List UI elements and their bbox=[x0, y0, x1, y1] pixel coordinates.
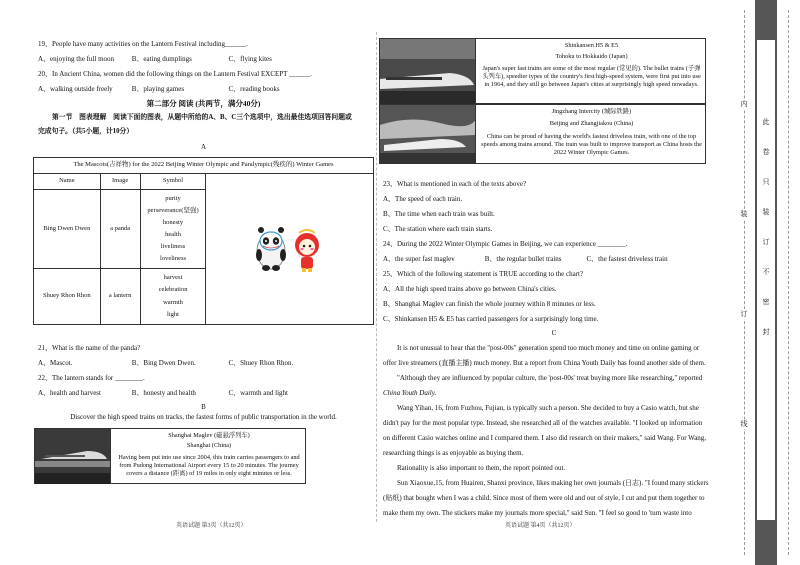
binding-text-char: 此 bbox=[762, 118, 770, 126]
q23-option-b: B、The time when each train was built. bbox=[383, 210, 495, 218]
mascot-table-caption: The Mascots(吉祥物) for the 2022 Beijing Winter Olympic and Paralympic(残疾的) Winter Games bbox=[34, 158, 374, 174]
binding-text-char: 装 bbox=[762, 208, 770, 216]
header-name: Name bbox=[34, 174, 101, 190]
passage-line: Wang Yihan, 16, from Fuzhou, Fujian, is typically such a person. She decided to buy a Casio watch, but she bbox=[397, 404, 699, 412]
page-footer-right: 英语试题 第4页（共12页） bbox=[505, 523, 576, 529]
q24-option-a: A、the super fast maglev bbox=[383, 255, 455, 263]
q25-option-a: A、All the high speed trains above go between China's cities. bbox=[383, 285, 557, 293]
header-image: Image bbox=[100, 174, 140, 190]
binding-strip bbox=[755, 0, 777, 565]
q21-option-c: C、Shuey Rhon Rhon. bbox=[228, 359, 294, 367]
jingzhang-description: China can be proud of having the world's fastest driveless train, with one of the top speeds among trains around. The train was built to improve transport as China hosts the 2022 Winter Olympic Games. bbox=[481, 133, 702, 156]
symbol-item: liveliness bbox=[160, 243, 186, 251]
binding-text-char: 密 bbox=[762, 298, 770, 306]
passage-line: researching things is as enjoyable as buying them. bbox=[383, 449, 524, 457]
binding-mark: 内 bbox=[737, 100, 751, 109]
lantern-mascot-icon bbox=[295, 230, 319, 272]
symbol-item: perseverance(坚强) bbox=[147, 206, 199, 214]
driveless-train-icon bbox=[380, 105, 476, 164]
q19-option-a: A、enjoying the full moon bbox=[38, 55, 115, 63]
q22-option-b: B、honesty and health bbox=[131, 389, 196, 397]
binding-mark: 线 bbox=[737, 420, 751, 429]
label-a: A bbox=[200, 143, 207, 151]
symbol-item: health bbox=[165, 231, 181, 238]
question-22: 22、The lantern stands for ________. bbox=[38, 374, 145, 382]
shinkansen-place: Tohoku to Hokkaido (Japan) bbox=[555, 53, 628, 60]
q22-option-a: A、health and harvest bbox=[38, 389, 101, 397]
passage-line: Sun Xiaoxue,15, from Huairen, Shanxi province, likes making her own journals (日志). "I found many stickers bbox=[397, 479, 709, 487]
passage-line: didn't pay for the most popular type. Instead, she researched all of the watches available. "I looked up information bbox=[383, 419, 703, 427]
symbol-item: honesty bbox=[162, 218, 184, 226]
question-19-options bbox=[38, 55, 272, 64]
binding-text-char: 只 bbox=[762, 178, 770, 186]
row2-name: Shuey Rhon Rhon bbox=[34, 269, 101, 325]
q20-option-a: A、walking outside freely bbox=[38, 85, 113, 93]
question-24: 24、During the 2022 Winter Olympic Games in Beijing, we can experience ________. bbox=[383, 240, 628, 248]
q24-option-b: B、the regular bullet trains bbox=[484, 255, 562, 263]
shinkansen-title: Shinkansen H5 & E5 bbox=[564, 42, 619, 49]
binding-marks-column bbox=[737, 0, 751, 565]
mascot-picture-cell bbox=[206, 174, 374, 325]
section1-instruction: 第一节 图表理解 阅读下面的图表，从题中所给的A、B、C三个选项中，选出最佳选项回答问题或 bbox=[52, 114, 352, 121]
row1-name: Bing Dwen Dwen bbox=[34, 190, 101, 269]
binding-text-char: 订 bbox=[762, 238, 770, 246]
q24-option-c: C、the fastest driveless train bbox=[586, 255, 668, 263]
q20-option-c: C、reading books bbox=[228, 85, 280, 93]
question-20-options bbox=[38, 85, 280, 94]
binding-text-char: 卷 bbox=[762, 148, 770, 156]
page-footer-left: 英语试题 第3页（共12页） bbox=[176, 523, 247, 529]
passage-line: China Youth Daily. bbox=[383, 389, 437, 397]
binding-mark: 订 bbox=[737, 310, 751, 319]
q21-option-b: B、Bing Dwen Dwen. bbox=[131, 359, 196, 367]
q19-option-b: B、eating dumplings bbox=[131, 55, 192, 63]
label-b: B bbox=[201, 403, 206, 411]
maglev-title: Shanghai Maglev (磁悬浮列车) bbox=[168, 432, 250, 439]
maglev-description: Having been put into use since 2004, this train carries passengers to and from Pudong International Airport every 15 to 20 minutes. The journey covers a distance (距离) of 19 miles in only eight minutes or less. bbox=[118, 454, 300, 477]
question-19: 19、People have many activities on the Lantern Festival including______. bbox=[38, 40, 248, 48]
section-b-intro: Discover the high speed trains on tracks, the fastest forms of public transportation in the world. bbox=[70, 413, 337, 421]
jingzhang-title: Jingzhang Intercity (城际铁路) bbox=[551, 108, 632, 115]
symbol-item: purity bbox=[165, 194, 181, 202]
row1-image: a panda bbox=[100, 190, 140, 269]
row2-symbols bbox=[140, 269, 206, 325]
label-c: C bbox=[551, 329, 557, 337]
section1-instruction-cont: 完成句子。（共5小题，计10分） bbox=[38, 128, 134, 135]
symbol-item: harvest bbox=[163, 274, 183, 282]
q25-option-c: C、Shinkansen H5 & E5 has carried passengers for a surprisingly long time. bbox=[383, 315, 599, 323]
q21-option-a: A、Mascot. bbox=[38, 359, 73, 367]
q23-option-c: C、The station where each train starts. bbox=[383, 225, 493, 233]
jingzhang-photo bbox=[380, 105, 476, 164]
question-23: 23、What is mentioned in each of the texts above? bbox=[383, 180, 527, 188]
binding-text-char: 不 bbox=[762, 268, 770, 276]
q20-option-b: B、playing games bbox=[131, 85, 185, 93]
train-card-shinkansen bbox=[379, 38, 706, 104]
question-24-options bbox=[383, 255, 668, 264]
maglev-place: Shanghai (China) bbox=[186, 442, 232, 449]
shinkansen-description: Japan's super fast trains are some of the most regular (常见的). The bullet trains (子弹头列车), speedier types of the country's first high-speed system, were first put into use in 1964, and they still go between Japan's cities at surprisingly high speed nowadays. bbox=[482, 65, 701, 88]
q22-option-c: C、warmth and light bbox=[228, 389, 288, 397]
symbol-item: loveliness bbox=[160, 255, 187, 263]
page-divider bbox=[376, 32, 377, 522]
mascots-image bbox=[247, 215, 333, 279]
passage-line: offer live streamers (直播主播) much money. But a report from China Youth Daily has found another side of them. bbox=[383, 359, 706, 367]
mascot-table bbox=[33, 157, 374, 325]
q19-option-c: C、flying kites bbox=[228, 55, 272, 63]
binding-text-char: 封 bbox=[762, 328, 770, 336]
row1-symbols bbox=[140, 190, 206, 269]
header-symbol: Symbol bbox=[140, 174, 206, 190]
q23-option-a: A、The speed of each train. bbox=[383, 195, 463, 203]
jingzhang-place: Beijing and Zhangjiakou (China) bbox=[549, 120, 634, 127]
maglev-train-icon bbox=[35, 429, 111, 484]
train-card-jingzhang bbox=[379, 104, 706, 164]
binding-strip-inner bbox=[757, 40, 775, 520]
passage-line: make them my own. The stickers make my journals more special," said Sun. "I feel so good to 'turn waste into bbox=[383, 509, 692, 517]
passage-line: on different Casio watches online and I compared them. I also did research on their makers," said Wang. For Wang, bbox=[383, 434, 707, 442]
part-title: 第二部分 阅读 (共两节，满分40分) bbox=[146, 99, 261, 108]
question-21: 21、What is the name of the panda? bbox=[38, 344, 141, 352]
passage-c bbox=[383, 344, 733, 524]
passage-line: Rationality is also important to them, the report pointed out. bbox=[397, 464, 566, 472]
question-21-options bbox=[38, 359, 293, 368]
maglev-photo bbox=[35, 429, 111, 484]
question-20: 20、In Ancient China, women did the following things on the Lantern Festival EXCEPT ______. bbox=[38, 70, 312, 78]
shinkansen-photo bbox=[380, 39, 476, 104]
question-25: 25、Which of the following statement is TRUE according to the chart? bbox=[383, 270, 584, 278]
binding-dashed-line-right bbox=[788, 10, 789, 555]
symbol-item: light bbox=[167, 310, 179, 318]
row2-image: a lantern bbox=[100, 269, 140, 325]
q25-option-b: B、Shanghai Maglev can finish the whole journey within 8 minutes or less. bbox=[383, 300, 596, 308]
passage-line: (贴纸) that bought when I was a child. Since most of them were old and out of style, I cut and put them together to bbox=[383, 494, 705, 502]
symbol-item: celebration bbox=[158, 286, 188, 294]
panda-mascot-icon bbox=[256, 227, 286, 271]
binding-mark: 装 bbox=[737, 210, 751, 219]
bullet-train-icon bbox=[380, 39, 476, 104]
passage-line: "Although they are influenced by popular culture, the 'post-00s' treat buying more like researching," reported bbox=[397, 374, 703, 382]
symbol-item: warmth bbox=[163, 298, 183, 306]
question-22-options bbox=[38, 389, 288, 398]
train-card-shanghai-maglev bbox=[34, 428, 306, 484]
passage-line: It is not unusual to hear that the "post-00s" generation spend too much money and time on online gaming or bbox=[397, 344, 700, 352]
